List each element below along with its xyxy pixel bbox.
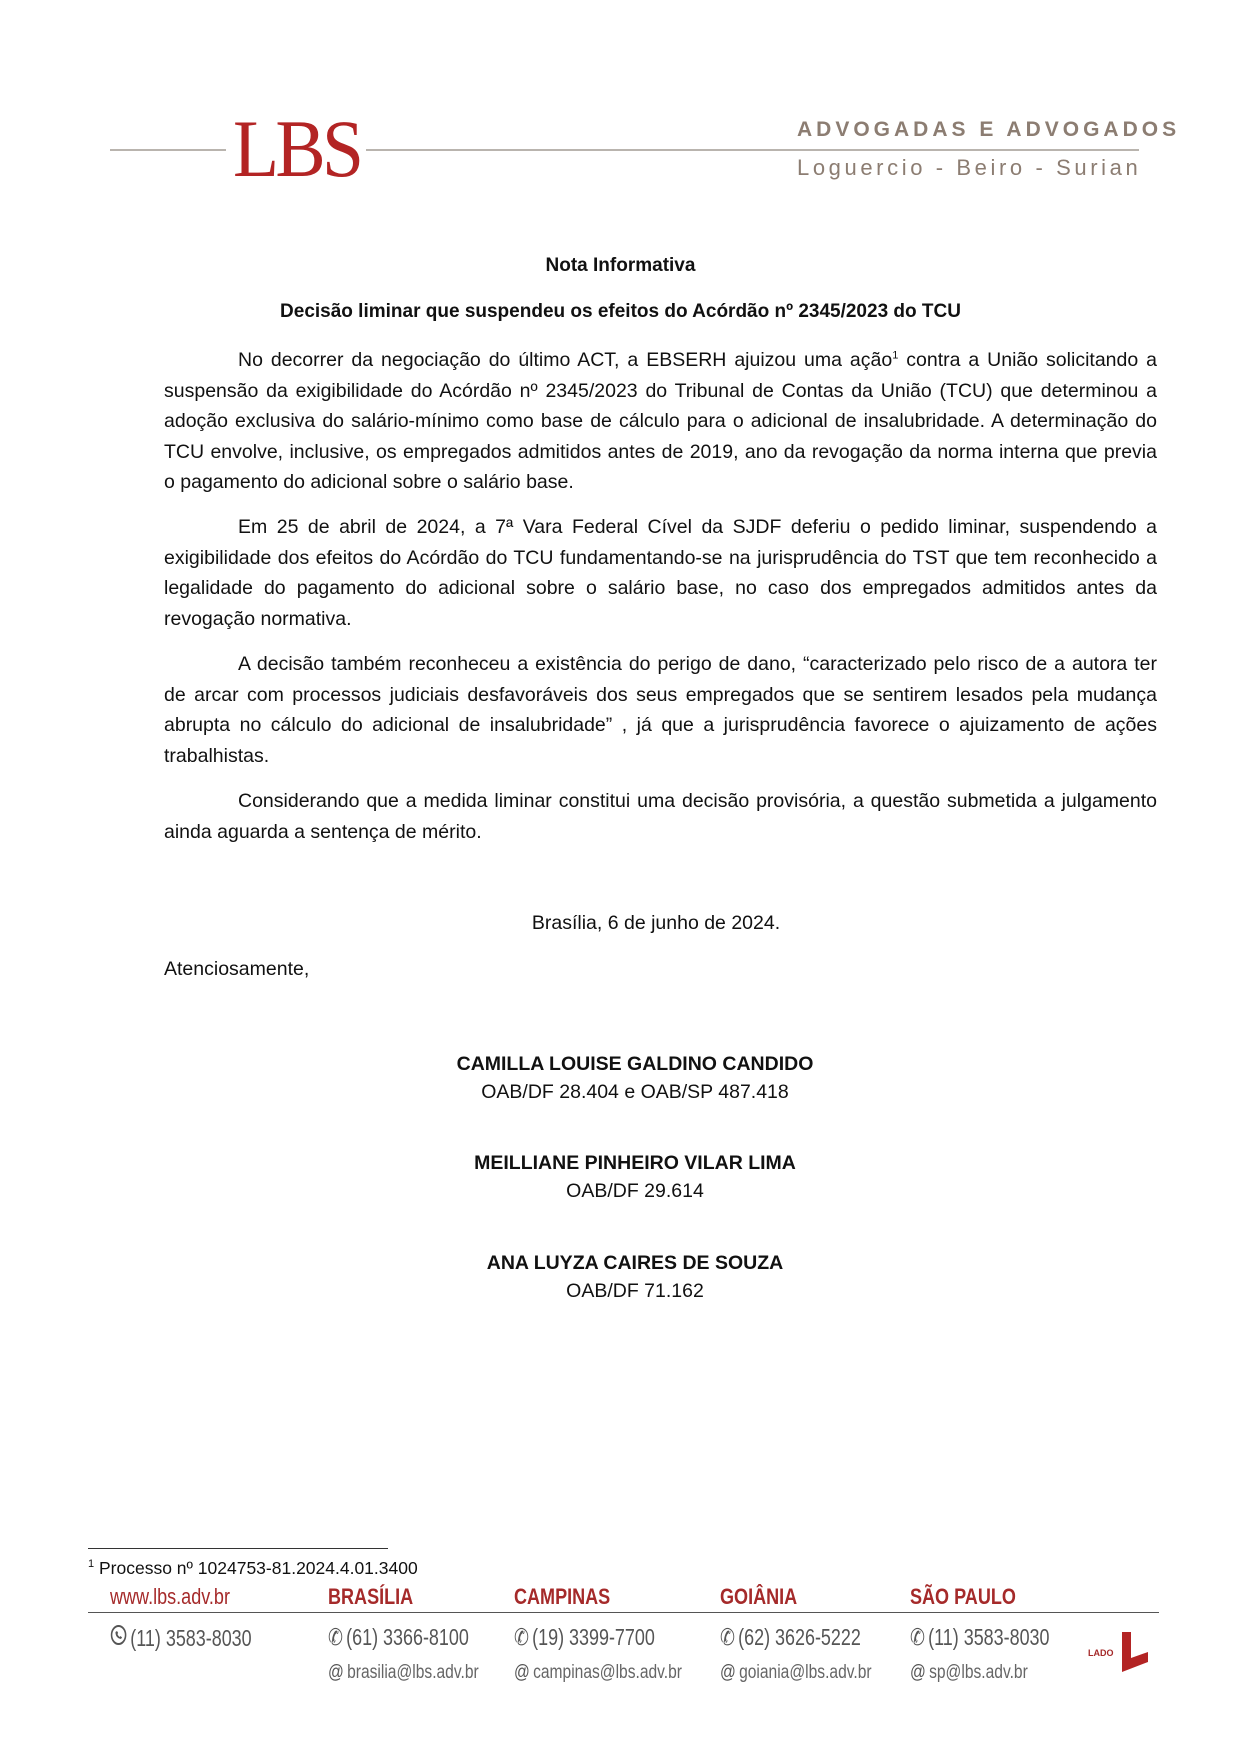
document-title: Nota Informativa bbox=[545, 255, 696, 276]
footer-email-goiania[interactable]: @ goiania@lbs.adv.br bbox=[720, 1662, 872, 1683]
footer-email-campinas[interactable]: @ campinas@lbs.adv.br bbox=[514, 1662, 682, 1683]
whatsapp-icon bbox=[110, 1624, 127, 1652]
header-rule-left bbox=[110, 149, 226, 151]
lbs-logo: LBS bbox=[233, 103, 361, 194]
firm-tagline: ADVOGADAS E ADVOGADOS bbox=[797, 118, 1181, 141]
paragraph-3: A decisão também reconheceu a existência do perigo de dano, “caracterizado pelo risco de a autora ter de arcar com processos judiciais desfavoráveis dos seus empregados que se sentirem lesados pela mudança abrupta no cálculo do adicional de insalubridade” , já que a jurisprudência favorece o ajuizamento de ações trabalhistas. bbox=[164, 653, 1157, 767]
footer-main-phone: (11) 3583-8030 bbox=[110, 1624, 252, 1652]
firm-partners: Loguercio - Beiro - Surian bbox=[797, 155, 1142, 180]
lado-badge-label: LADO bbox=[1088, 1648, 1114, 1658]
paragraph-2: Em 25 de abril de 2024, a 7ª Vara Federal Cível da SJDF deferiu o pedido liminar, suspendendo a exigibilidade dos efeitos do Acórdão do TCU fundamentando-se na jurisprudência do TST que tem reconhecido a legalidade do pagamento do adicional sobre o salário base, no caso dos empregados admitidos antes da revogação normativa. bbox=[164, 516, 1157, 630]
lado-logo-icon bbox=[1118, 1632, 1150, 1672]
footnote: $^1$ Processo nº 1024753-81.2024.4.01.3400 bbox=[88, 1558, 418, 1578]
footer-email-brasilia[interactable]: @ brasilia@lbs.adv.br bbox=[328, 1662, 479, 1683]
footer-rule bbox=[88, 1612, 1159, 1613]
signatory-oab: OAB/DF 28.404 e OAB/SP 487.418 bbox=[481, 1081, 789, 1103]
at-icon: @ bbox=[720, 1662, 736, 1683]
signatory-oab: OAB/DF 71.162 bbox=[566, 1280, 704, 1302]
at-icon: @ bbox=[910, 1662, 926, 1683]
signature-block-2 bbox=[0, 1149, 1241, 1205]
document-date: Brasília, 6 de junho de 2024. bbox=[531, 912, 781, 934]
phone-icon: ✆ bbox=[910, 1624, 926, 1650]
signature-block-3 bbox=[0, 1249, 1241, 1305]
footer-city-sao-paulo: SÃO PAULO bbox=[910, 1584, 1016, 1609]
signatory-name: CAMILLA LOUISE GALDINO CANDIDO bbox=[456, 1053, 814, 1075]
footer-city-goiania: GOIÂNIA bbox=[720, 1584, 798, 1609]
footer-phone-goiania: ✆ (62) 3626-5222 bbox=[720, 1624, 861, 1650]
paragraph-1: No decorrer da negociação do último ACT, a EBSERH ajuizou uma ação$^1$ contra a União solicitando a suspensão da exigibilidade do Acórdão nº 2345/2023 do Tribunal de Contas da União (TCU) que determinou a adoção exclusiva do salário-mínimo como base de cálculo para o adicional de insalubridade. A determinação do TCU envolve, inclusive, os empregados admitidos antes de 2019, ano da revogação da norma interna que previa o pagamento do adicional sobre o salário base. bbox=[164, 349, 1157, 493]
paragraph-4: Considerando que a medida liminar constitui uma decisão provisória, a questão submetida a julgamento ainda aguarda a sentença de mérito. bbox=[164, 790, 1157, 843]
footer-city-brasilia: BRASÍLIA bbox=[328, 1584, 414, 1609]
at-icon: @ bbox=[328, 1662, 344, 1683]
phone-icon: ✆ bbox=[514, 1624, 530, 1650]
signatory-oab: OAB/DF 29.614 bbox=[566, 1180, 704, 1202]
document-subtitle: Decisão liminar que suspendeu os efeitos do Acórdão nº 2345/2023 do TCU bbox=[280, 301, 961, 322]
footer-phone-brasilia: ✆ (61) 3366-8100 bbox=[328, 1624, 469, 1650]
greeting: Atenciosamente, bbox=[164, 958, 310, 980]
footer-city-campinas: CAMPINAS bbox=[514, 1584, 611, 1609]
footer-email-sao-paulo[interactable]: @ sp@lbs.adv.br bbox=[910, 1662, 1028, 1683]
signatory-name: MEILLIANE PINHEIRO VILAR LIMA bbox=[474, 1152, 796, 1174]
header-rule-right bbox=[366, 149, 1139, 151]
footnote-rule bbox=[88, 1548, 388, 1549]
footnote-ref: 1 bbox=[892, 349, 899, 362]
at-icon: @ bbox=[514, 1662, 530, 1683]
footer-phone-campinas: ✆ (19) 3399-7700 bbox=[514, 1624, 655, 1650]
footer-website[interactable]: www.lbs.adv.br bbox=[110, 1584, 230, 1609]
signature-block-1 bbox=[0, 1050, 1241, 1106]
phone-icon: ✆ bbox=[720, 1624, 736, 1650]
signatory-name: ANA LUYZA CAIRES DE SOUZA bbox=[486, 1252, 784, 1274]
footer-phone-sao-paulo: ✆ (11) 3583-8030 bbox=[910, 1624, 1050, 1650]
phone-icon: ✆ bbox=[328, 1624, 344, 1650]
